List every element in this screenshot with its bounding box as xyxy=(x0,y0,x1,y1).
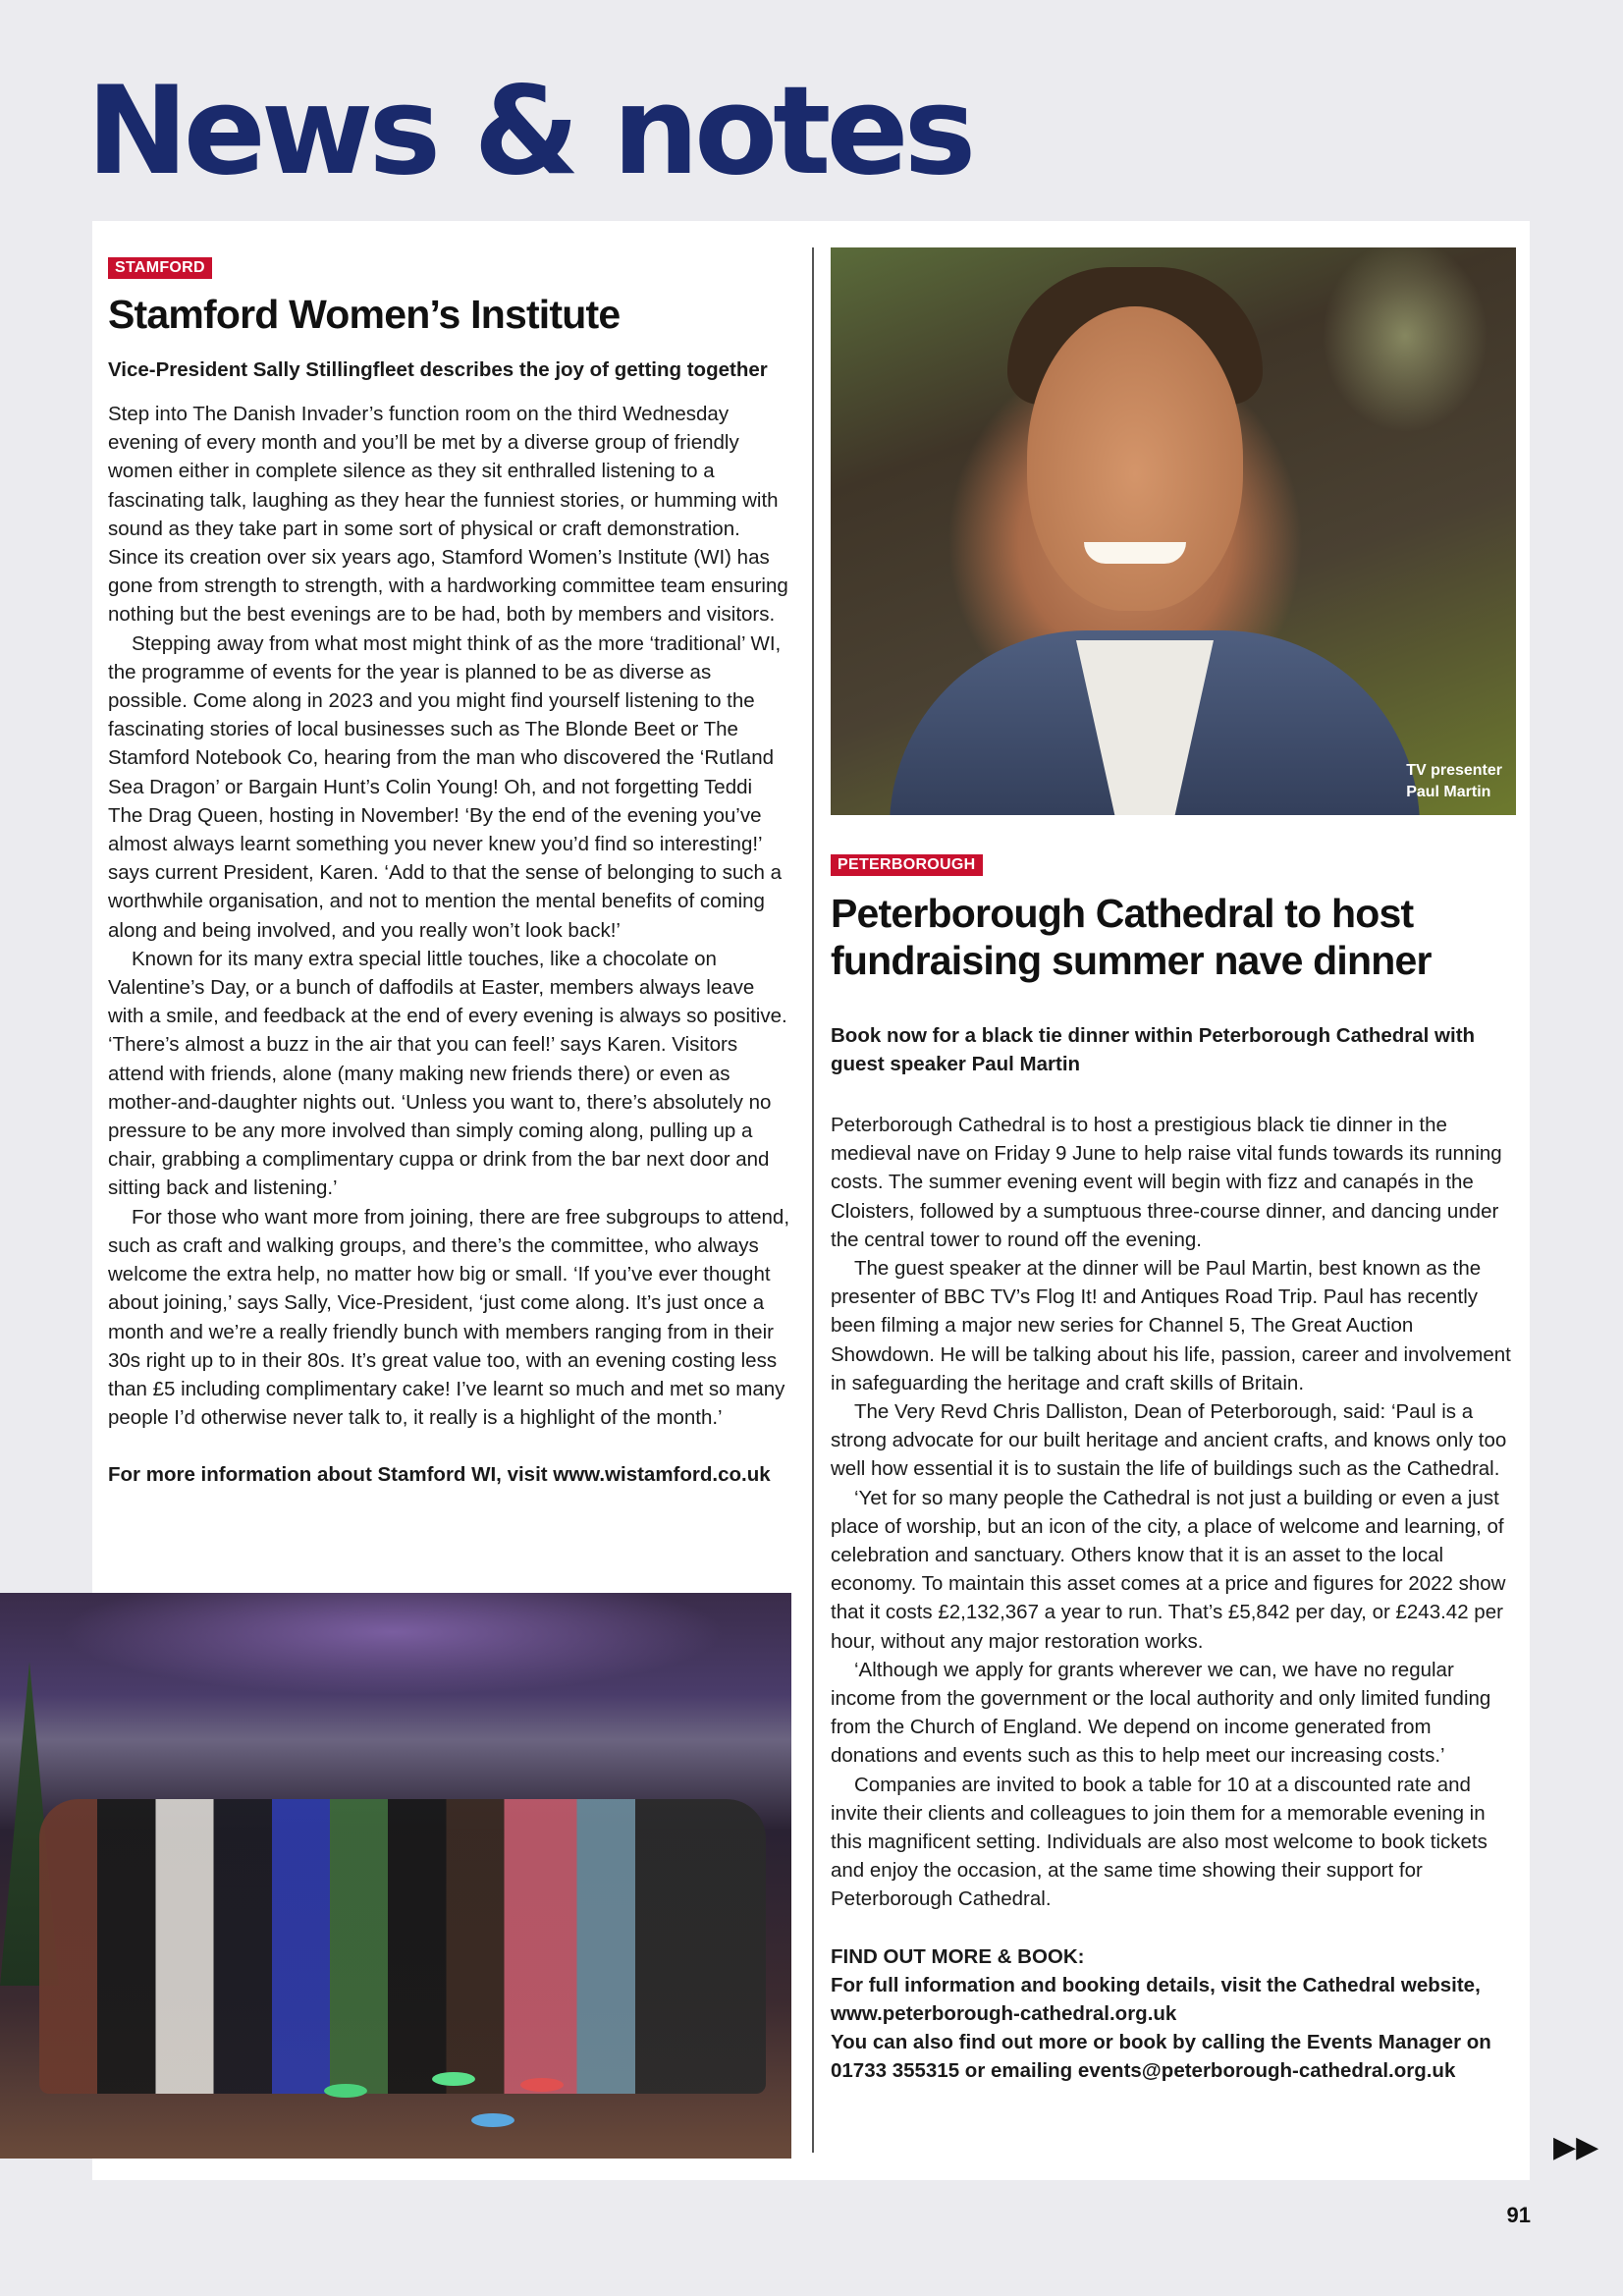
smile xyxy=(1084,542,1186,564)
stamford-paragraph: Stepping away from what most might think of as the more ‘traditional’ WI, the programme of events for the year is planned to be as diverse as possible. Come along in 2023 and you might find yourself listening to the fascinating stories of local businesses such as The Blonde Beet or The Stamford Notebook Co, hearing from the man who discovered the ‘Rutland Sea Dragon’ or Bargain Hunt’s Colin Young! Oh, and not forgetting Teddi The Drag Queen, hosting in November! ‘By the end of the evening you’ve almost always learnt something you never knew you’d find so interesting!’ says current President, Karen. ‘Add to that the sense of belonging to such a worthwhile organisation, and not to mention the mental benefits of coming along and being involved, and you really won’t look back!’ xyxy=(108,631,783,942)
caption-line: Paul Martin xyxy=(1406,784,1491,800)
floor-light xyxy=(520,2078,564,2092)
stamford-paragraph: Step into The Danish Invader’s function room on the third Wednesday evening of every month and you’ll be met by a diverse group of friendly women either in complete silence as they sit enthralled listening to a fascinating talk, laughing as they hear the funniest stories, or humming with sound as they take part in some sort of physical or craft demonstration. Since its creation over six years ago, Stamford Women’s Institute (WI) has gone from strength to strength, with a hardworking committee team ensuring nothing but the best evenings are to be had, both by members and visitors. xyxy=(108,403,788,627)
stamford-tag: STAMFORD xyxy=(108,257,212,279)
stamford-paragraph: For those who want more from joining, there are free subgroups to attend, such as craft and walking groups, and there’s the committee, who always welcome the extra help, no matter how big or small. ‘If you’ve ever thought about joining,’ says Sally, Vice-President, ‘just come along. It’s just once a month and we’re a really friendly bunch with members ranging from in their 30s right up to in their 80s. It’s great value too, with an evening costing less than £5 including complimentary cake! I’ve learnt so much and met so many people I’d otherwise never talk to, it really is a highlight of the month.’ xyxy=(108,1205,790,1430)
peterborough-paragraph: ‘Although we apply for grants wherever we can, we have no regular income from the government or the local authority and only limited funding from the Church of England. We depend on income generated from donations and events such as this to help meet our increasing costs.’ xyxy=(831,1658,1491,1768)
paul-martin-photo xyxy=(831,247,1516,815)
floor-light xyxy=(471,2113,514,2127)
group-of-members xyxy=(39,1799,766,2094)
double-chevron-right-icon: ▶▶ xyxy=(1553,2131,1599,2163)
stamford-headline: Stamford Women’s Institute xyxy=(108,292,621,337)
stamford-article xyxy=(108,257,790,1489)
floor-light xyxy=(324,2084,367,2098)
floor-light xyxy=(432,2072,475,2086)
photo-caption xyxy=(1406,760,1502,803)
peterborough-paragraph: The guest speaker at the dinner will be Paul Martin, best known as the presenter of BBC TV’s Flog It! and Antiques Road Trip. Paul has recently been filming a major new series for Channel 5, The Great Auction Showdown. He will be talking about his life, passion, career and involvement in safeguarding the heritage and craft skills of Britain. xyxy=(831,1257,1511,1394)
face xyxy=(1027,306,1243,611)
peterborough-tag: PETERBOROUGH xyxy=(831,854,983,876)
caption-line: TV presenter xyxy=(1406,762,1502,779)
peterborough-paragraph: ‘Yet for so many people the Cathedral is not just a building or even a just place of worship, but an icon of the city, a place of welcome and learning, of celebration and sanctuary. Others know that it is an asset to the local economy. To maintain this asset comes at a price and figures for 2022 show that it costs £2,132,367 a year to run. That’s £5,842 per day, or £243.42 per hour, without any major restoration works. xyxy=(831,1486,1506,1653)
stamford-body xyxy=(108,400,790,1432)
find-out-contact: You can also find out more or book by calling the Events Manager on 01733 355315 or emailing events@peterborough-cathedral.org.uk xyxy=(831,2030,1491,2082)
peterborough-standfirst: Book now for a black tie dinner within Peterborough Cathedral with guest speaker Paul Martin xyxy=(831,1024,1476,1075)
page-number: 91 xyxy=(1506,2203,1531,2227)
stamford-standfirst: Vice-President Sally Stillingfleet describes the joy of getting together xyxy=(108,358,768,381)
peterborough-body xyxy=(831,1111,1518,1914)
column-divider xyxy=(812,247,814,2153)
page-title: News & notes xyxy=(86,61,972,202)
find-out-website: For full information and booking details, visit the Cathedral website, www.peterborough-cathedral.org.uk xyxy=(831,1973,1481,2025)
peterborough-article xyxy=(831,854,1518,2085)
peterborough-paragraph: Peterborough Cathedral is to host a prestigious black tie dinner in the medieval nave on Friday 9 June to help raise vital funds towards its running costs. The summer evening event will begin with fizz and canapés in the Cloisters, followed by a sumptuous three-course dinner, and dancing under the central tower to round off the evening. xyxy=(831,1114,1502,1251)
peterborough-paragraph: The Very Revd Chris Dalliston, Dean of Peterborough, said: ‘Paul is a strong advocate for our built heritage and ancient crafts, and knows only too well how essential it is to sustain the life of buildings such as the Cathedral. xyxy=(831,1400,1507,1481)
wi-group-photo xyxy=(0,1593,791,2159)
peterborough-headline: Peterborough Cathedral to host fundraising summer nave dinner xyxy=(831,891,1432,983)
stamford-more-info: For more information about Stamford WI, visit www.wistamford.co.uk xyxy=(108,1463,771,1487)
find-out-heading: FIND OUT MORE & BOOK: xyxy=(831,1944,1085,1968)
stamford-paragraph: Known for its many extra special little touches, like a chocolate on Valentine’s Day, or a bunch of daffodils at Easter, members always leave with a smile, and feedback at the end of every evening is always so positive. ‘There’s almost a buzz in the air that you can feel!’ says Karen. Visitors attend with friends, alone (many making new friends there) or even as mother-and-daughter nights out. ‘Unless you want to, there’s absolutely no pressure to be any more involved than simply coming along, pulling up a chair, grabbing a complimentary cuppa or drink from the bar next door and sitting back and listening.’ xyxy=(108,947,787,1200)
peterborough-paragraph: Companies are invited to book a table for 10 at a discounted rate and invite their clients and colleagues to join them for a memorable evening in this magnificent setting. Individuals are also most welcome to book tickets and enjoy the occasion, at the same time showing their support for Peterborough Cathedral. xyxy=(831,1773,1488,1911)
